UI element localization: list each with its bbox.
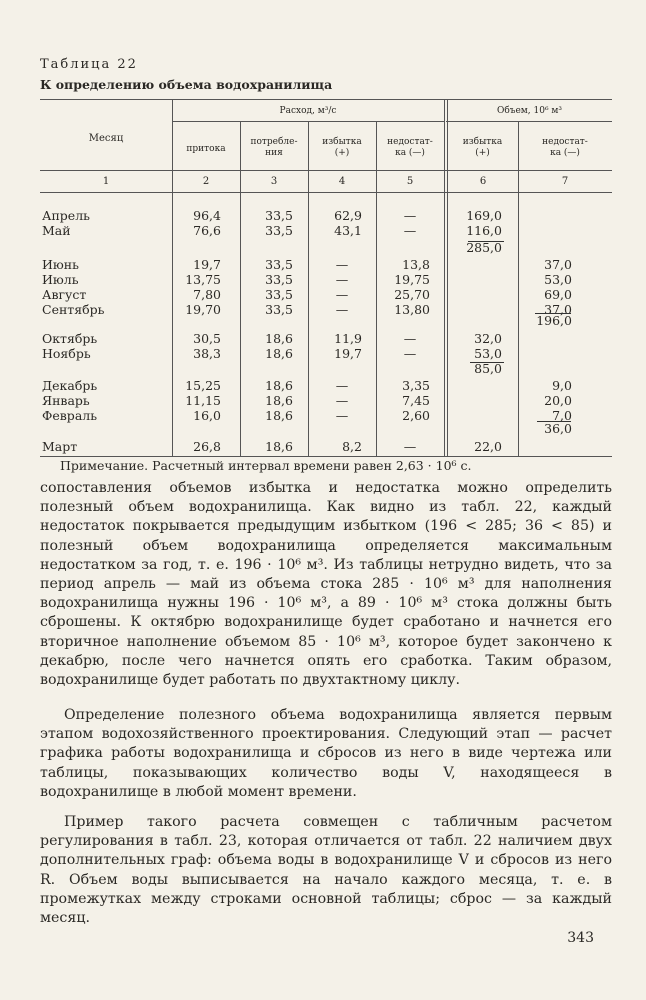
- page-number: 343: [567, 930, 594, 946]
- table-caption: К определению объема водохранилища: [40, 77, 333, 92]
- header-month: Месяц: [88, 133, 124, 144]
- cell-flow-excess: 19,7: [334, 346, 362, 361]
- cell-consumption: 33,5: [265, 272, 293, 287]
- cell-month: Апрель: [42, 208, 90, 223]
- cell-consumption: 33,5: [265, 208, 293, 223]
- paragraph-3: Пример такого расчета совмещен с табличным расчетом регулирования в табл. 23, которая отличается от табл. 22 наличием двух дополнительных граф: объема воды в водохранилище V и сбросов из него R. Объем воды выписывается на начало каждого месяца, т. е. в промежутках между строками основной таблицы; сброс — за каждый месяц.: [40, 814, 612, 927]
- cell-flow-deficit: 7,45: [402, 393, 430, 408]
- cell-flow-excess: 11,9: [334, 331, 362, 346]
- cell-vol-deficit: 7,0: [552, 408, 572, 423]
- cell-consumption: 18,6: [265, 378, 293, 393]
- cell-consumption: 33,5: [265, 302, 293, 317]
- cell-flow-deficit: —: [403, 208, 417, 223]
- cell-consumption: 18,6: [265, 346, 293, 361]
- cell-flow-deficit: —: [403, 331, 417, 346]
- header-bottom-rule: [40, 170, 612, 171]
- colnum-1: 1: [102, 176, 110, 187]
- cell-month: Август: [42, 287, 87, 302]
- colnum-5: 5: [406, 176, 414, 187]
- cell-flow-deficit: —: [403, 439, 417, 454]
- cell-consumption: 18,6: [265, 331, 293, 346]
- cell-vol-excess: 22,0: [474, 439, 502, 454]
- cell-consumption: 33,5: [265, 287, 293, 302]
- cell-flow-deficit: 3,35: [402, 378, 430, 393]
- cell-flow-excess: —: [335, 302, 349, 317]
- colnum-3: 3: [270, 176, 278, 187]
- cell-inflow: 19,7: [193, 257, 221, 272]
- cell-inflow: 7,80: [193, 287, 221, 302]
- cell-month: Сентябрь: [42, 302, 105, 317]
- cell-vol-deficit: 69,0: [544, 287, 572, 302]
- header-inflow: притока: [186, 144, 226, 154]
- cell-consumption: 18,6: [265, 439, 293, 454]
- total-winter-deficit: 36,0: [544, 421, 572, 436]
- cell-vol-excess: 116,0: [466, 223, 502, 238]
- colnum-4: 4: [338, 176, 346, 187]
- table-label: Таблица 22: [40, 57, 138, 72]
- cell-flow-deficit: 19,75: [394, 272, 430, 287]
- cell-flow-deficit: 13,8: [402, 257, 430, 272]
- cell-inflow: 38,3: [193, 346, 221, 361]
- cell-month: Ноябрь: [42, 346, 91, 361]
- header-flow-group: Расход, м³/с: [279, 106, 337, 116]
- header-vol-excess: избытка (+): [462, 137, 503, 158]
- colnum-7: 7: [561, 176, 569, 187]
- cell-inflow: 26,8: [193, 439, 221, 454]
- cell-vol-deficit: 53,0: [544, 272, 572, 287]
- cell-consumption: 33,5: [265, 257, 293, 272]
- cell-inflow: 15,25: [185, 378, 221, 393]
- cell-month: Май: [42, 223, 71, 238]
- cell-vol-deficit: 20,0: [544, 393, 572, 408]
- cell-vol-deficit: 37,0: [544, 302, 572, 317]
- cell-flow-deficit: —: [403, 346, 417, 361]
- total-spring-excess: 285,0: [466, 240, 502, 255]
- colnum-2: 2: [202, 176, 210, 187]
- cell-flow-excess: —: [335, 287, 349, 302]
- col-rule-5a: [444, 99, 445, 456]
- header-consumption: потребле- ния: [250, 137, 298, 158]
- cell-vol-excess: 32,0: [474, 331, 502, 346]
- cell-month: Март: [42, 439, 78, 454]
- total-summer-deficit: 196,0: [536, 313, 572, 328]
- cell-consumption: 18,6: [265, 408, 293, 423]
- cell-flow-deficit: 2,60: [402, 408, 430, 423]
- cell-consumption: 18,6: [265, 393, 293, 408]
- colnum-bottom-rule: [40, 192, 612, 193]
- cell-vol-excess: 53,0: [474, 346, 502, 361]
- cell-inflow: 13,75: [185, 272, 221, 287]
- table-note: Примечание. Расчетный интервал времени равен 2,63 · 10⁶ с.: [60, 458, 472, 473]
- cell-consumption: 33,5: [265, 223, 293, 238]
- volume-group-rule: [446, 121, 612, 122]
- header-flow-deficit: недостат- ка (—): [387, 137, 433, 158]
- cell-inflow: 11,15: [185, 393, 221, 408]
- cell-flow-excess: 8,2: [342, 439, 362, 454]
- cell-flow-excess: 62,9: [334, 208, 362, 223]
- cell-flow-deficit: —: [403, 223, 417, 238]
- cell-inflow: 76,6: [193, 223, 221, 238]
- cell-inflow: 30,5: [193, 331, 221, 346]
- paragraph-2: Определение полезного объема водохранилища является первым этапом водохозяйственного проектирования. Следующий этап — расчет графика работы водохранилища и сбросов из него в виде чертежа или таблицы, показывающих количество воды V, находящееся в водохранилище в любой момент времени.: [40, 707, 612, 800]
- cell-vol-deficit: 37,0: [544, 257, 572, 272]
- cell-inflow: 96,4: [193, 208, 221, 223]
- cell-flow-excess: —: [335, 272, 349, 287]
- total-autumn-excess: 85,0: [474, 361, 502, 376]
- cell-month: Февраль: [42, 408, 98, 423]
- cell-month: Январь: [42, 393, 90, 408]
- cell-flow-deficit: 25,70: [394, 287, 430, 302]
- cell-flow-excess: 43,1: [334, 223, 362, 238]
- cell-month: Июнь: [42, 257, 79, 272]
- cell-flow-excess: —: [335, 257, 349, 272]
- cell-inflow: 16,0: [193, 408, 221, 423]
- paragraph-1: сопоставления объемов избытка и недостатка можно определить полезный объем водохранилища. Как видно из табл. 22, каждый недостаток покрывается предыдущим избытком (196 < 285; 36 < 85) и полезный объем водохранилища определяется максимальным недостатком за год, т. е. 196 · 10⁶ м³. Из таблицы нетрудно видеть, что за период апрель — май из объема стока 285 · 10⁶ м³ для наполнения водохранилища нужны 196 · 10⁶ м³, а 89 · 10⁶ м³ стока должны быть сброшены. К октябрю водохранилище будет сработано и начнется его вторичное наполнение объемом 85 · 10⁶ м³, которое будет закончено к декабрю, после чего начнется опять его сработка. Таким образом, водохранилище будет работать по двухтактному циклу.: [40, 480, 612, 689]
- cell-vol-excess: 169,0: [466, 208, 502, 223]
- header-volume-group: Объем, 10⁶ м³: [496, 106, 563, 116]
- cell-month: Июль: [42, 272, 79, 287]
- cell-flow-excess: —: [335, 408, 349, 423]
- cell-inflow: 19,70: [185, 302, 221, 317]
- colnum-6: 6: [479, 176, 487, 187]
- cell-month: Декабрь: [42, 378, 98, 393]
- cell-month: Октябрь: [42, 331, 98, 346]
- header-vol-deficit: недостат- ка (—): [542, 137, 588, 158]
- cell-flow-excess: —: [335, 378, 349, 393]
- cell-flow-deficit: 13,80: [394, 302, 430, 317]
- table-bottom-rule: [40, 456, 612, 457]
- header-flow-excess: избытка (+): [322, 137, 362, 158]
- cell-flow-excess: —: [335, 393, 349, 408]
- cell-vol-deficit: 9,0: [552, 378, 572, 393]
- table-top-rule: [40, 99, 612, 100]
